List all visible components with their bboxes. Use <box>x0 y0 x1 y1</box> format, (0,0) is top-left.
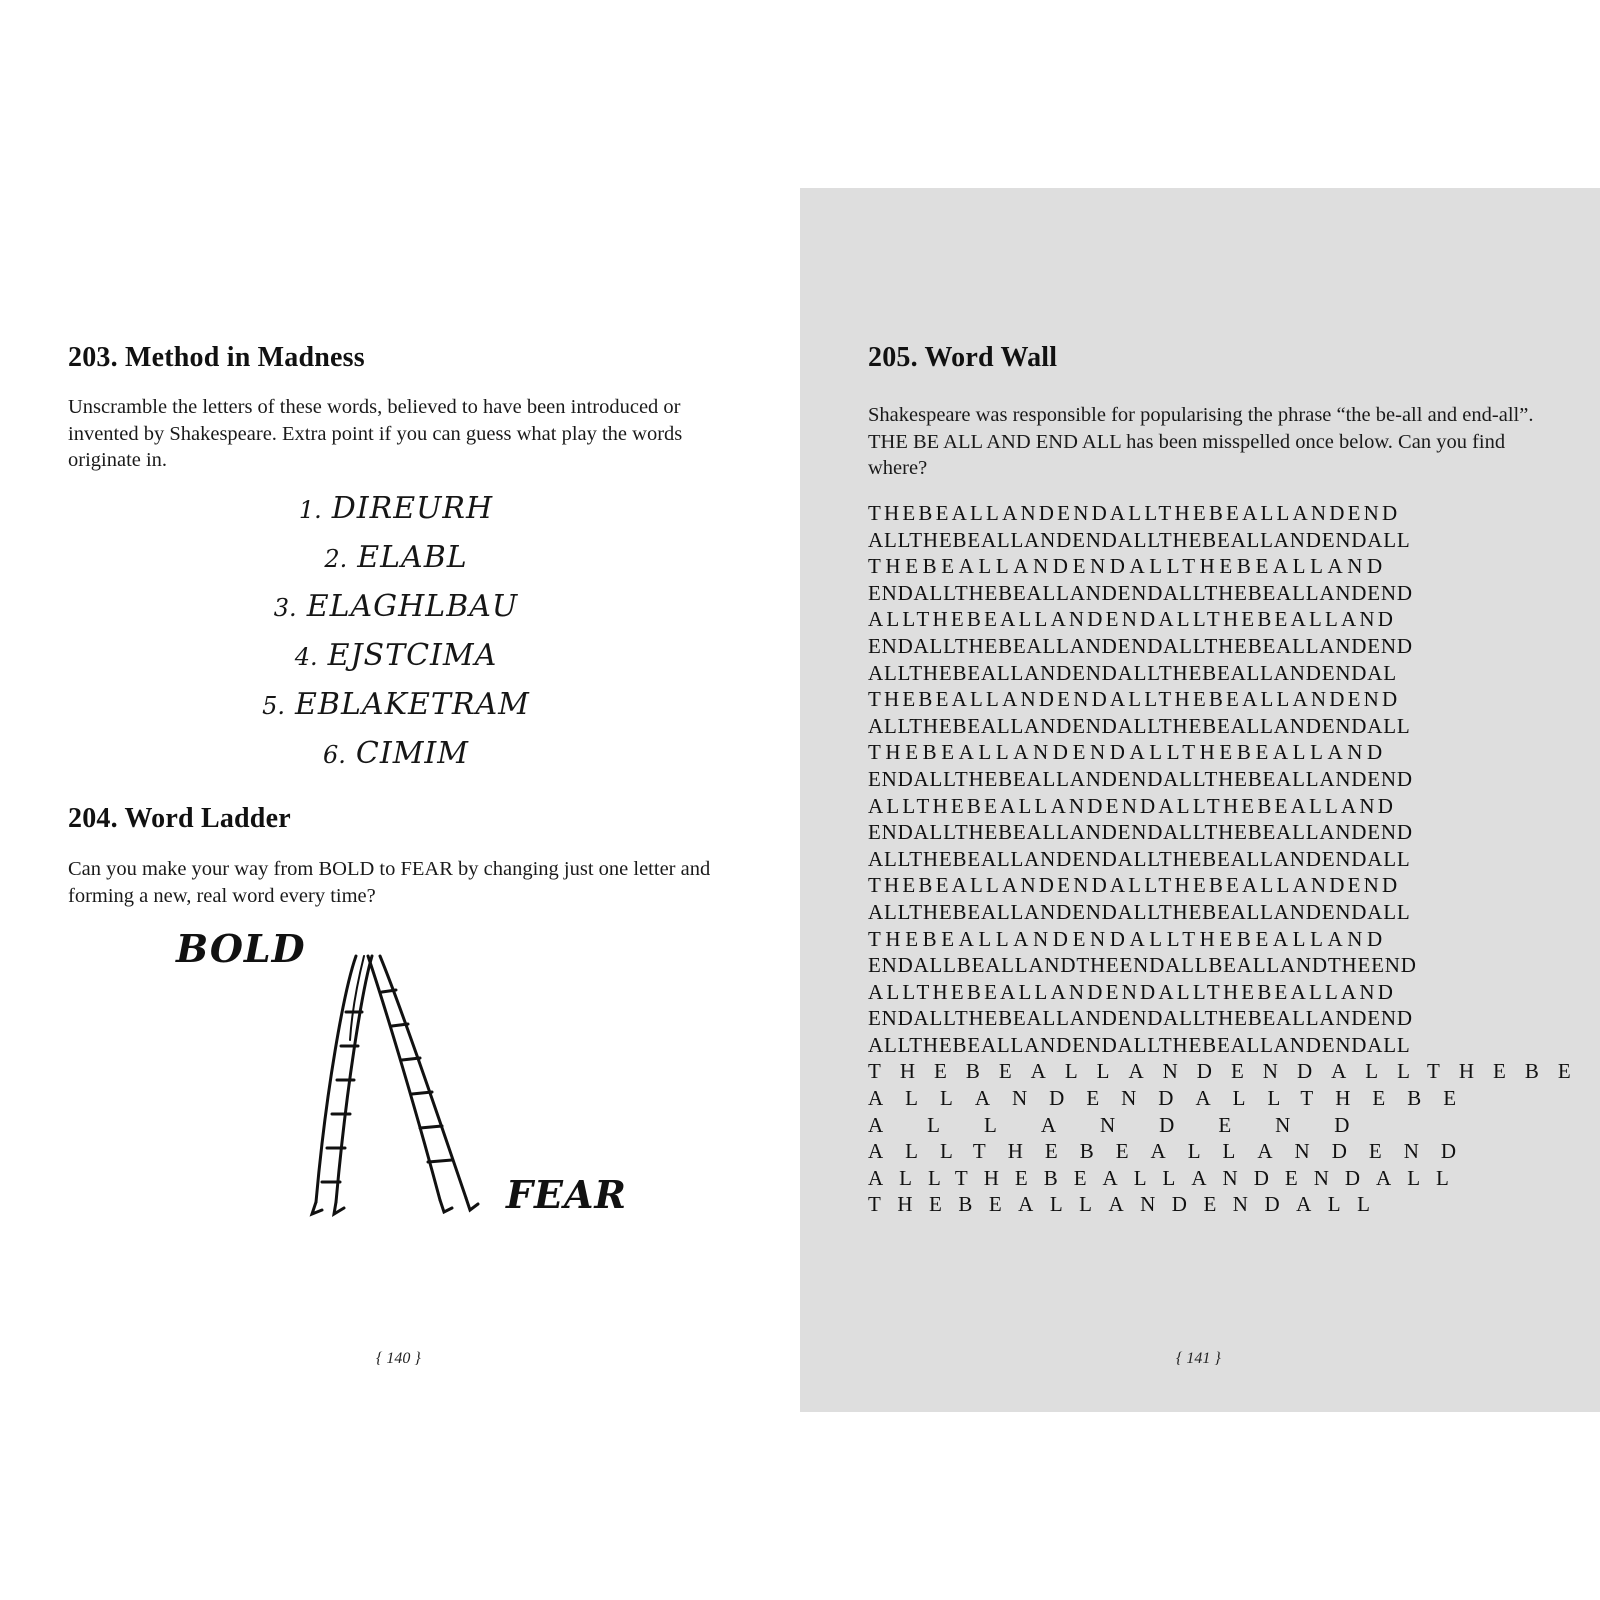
grid-row: ALLTHEBEALLANDENDALLTHEBEALLANDENDALL <box>868 527 1411 552</box>
scramble-number: 2. <box>324 545 348 573</box>
scrambled-word: EBLAKETRAM <box>295 687 530 722</box>
ladder-start-word: BOLD <box>176 926 306 971</box>
grid-row: ALLTHEBEALLANDENDALLTHEBEALLAND <box>868 979 1397 1004</box>
scramble-item <box>0 631 796 680</box>
scramble-list <box>0 484 800 778</box>
section-204-intro: Can you make your way from BOLD to FEAR by changing just one letter and forming a new, real word every time? <box>68 858 711 907</box>
grid-row: ALLTHEBEALLANDENDALLTHEBEALLAND <box>868 607 1397 632</box>
grid-row: ALLTHEBEALLANDEND <box>868 1139 1479 1164</box>
scramble-number: 3. <box>273 594 297 622</box>
scramble-item <box>0 582 796 631</box>
grid-row: ENDALLTHEBEALLANDENDALLTHEBEALLANDEND <box>868 580 1413 605</box>
word-wall-grid <box>868 500 1590 1218</box>
grid-row: ENDALLBEALLANDTHEENDALLBEALLANDTHEEND <box>868 953 1417 978</box>
grid-row: ENDALLTHEBEALLANDENDALLTHEBEALLANDEND <box>868 1006 1413 1031</box>
scramble-number: 4. <box>294 643 318 671</box>
scramble-number: 1. <box>298 496 322 524</box>
scrambled-word: CIMIM <box>355 736 469 771</box>
grid-row: ALLTHEBEALLANDENDALLTHEBEALLAND <box>868 793 1397 818</box>
grid-row: THEBEALLANDENDALLTHEBEALLANDEND <box>868 873 1401 898</box>
scrambled-word: EJSTCIMA <box>327 638 498 673</box>
scramble-item <box>0 484 796 533</box>
grid-row: ALLTHEBEALLANDENDALLTHEBEALLANDENDALL <box>868 899 1411 924</box>
section-205-intro: Shakespeare was responsible for popularising the phrase “the be-all and end-all”. THE BE ALL AND END ALL has been misspelled once below. Can you find where? <box>868 404 1534 479</box>
scramble-item <box>0 533 796 582</box>
grid-row: ALLTHEBEALLANDENDALLTHEBEALLANDENDAL <box>868 660 1397 685</box>
ladder-end-word: FEAR <box>506 1172 628 1217</box>
word-ladder-figure <box>176 926 646 1226</box>
scrambled-word: ELAGHLBAU <box>306 589 519 624</box>
section-204-title: 204. Word Ladder <box>68 803 291 834</box>
grid-row: THEBEALLANDENDALLTHEBEALLANDEND <box>868 501 1401 525</box>
grid-row: ALLANDENDALLTHEBE <box>868 1086 1479 1111</box>
grid-row: ENDALLTHEBEALLANDENDALLTHEBEALLANDEND <box>868 820 1413 845</box>
scrambled-word: DIREURH <box>331 491 494 526</box>
scrambled-word: ELABL <box>357 540 468 575</box>
scramble-item <box>0 680 796 729</box>
scramble-number: 6. <box>323 741 346 769</box>
grid-row: ALLTHEBEALLANDENDALLTHEBEALLANDENDALL <box>868 846 1411 871</box>
grid-row: ALLTHEBEALLANDENDALLTHEBEALLANDENDALL <box>868 1032 1411 1057</box>
grid-row: THEBEALLANDENDALLTHEBEALLAND <box>868 740 1387 765</box>
section-205-title: 205. Word Wall <box>868 342 1058 373</box>
grid-row: ENDALLTHEBEALLANDENDALLTHEBEALLANDEND <box>868 766 1413 791</box>
ladder-illustration <box>306 950 516 1240</box>
grid-row: THEBEALLANDENDALLTHEBEALLAND <box>868 926 1387 951</box>
grid-row: ALLTHEBEALLANDENDALLTHEBEALLANDENDALL <box>868 713 1411 738</box>
grid-row: ALLTHEBEALLANDENDALL <box>868 1165 1465 1190</box>
scramble-number: 5. <box>262 692 286 720</box>
grid-row: ALLANDEND <box>868 1112 1394 1137</box>
grid-row: THEBEALLANDENDALLTHEBE <box>868 1059 1590 1084</box>
page-number-left: { 140 } <box>376 1350 421 1367</box>
grid-row: THEBEALLANDENDALLTHEBEALLANDEND <box>868 687 1401 712</box>
grid-row: THEBEALLANDENDALL <box>868 1192 1387 1217</box>
grid-row: ENDALLTHEBEALLANDENDALLTHEBEALLANDEND <box>868 633 1413 658</box>
page-number-right: { 141 } <box>1176 1350 1221 1367</box>
grid-row: THEBEALLANDENDALLTHEBEALLAND <box>868 554 1387 579</box>
section-203-intro: Unscramble the letters of these words, believed to have been introduced or invented by Shakespeare. Extra point if you can guess what play the words originate in. <box>68 396 683 471</box>
scramble-item <box>0 729 796 778</box>
section-203-title: 203. Method in Madness <box>68 342 365 373</box>
